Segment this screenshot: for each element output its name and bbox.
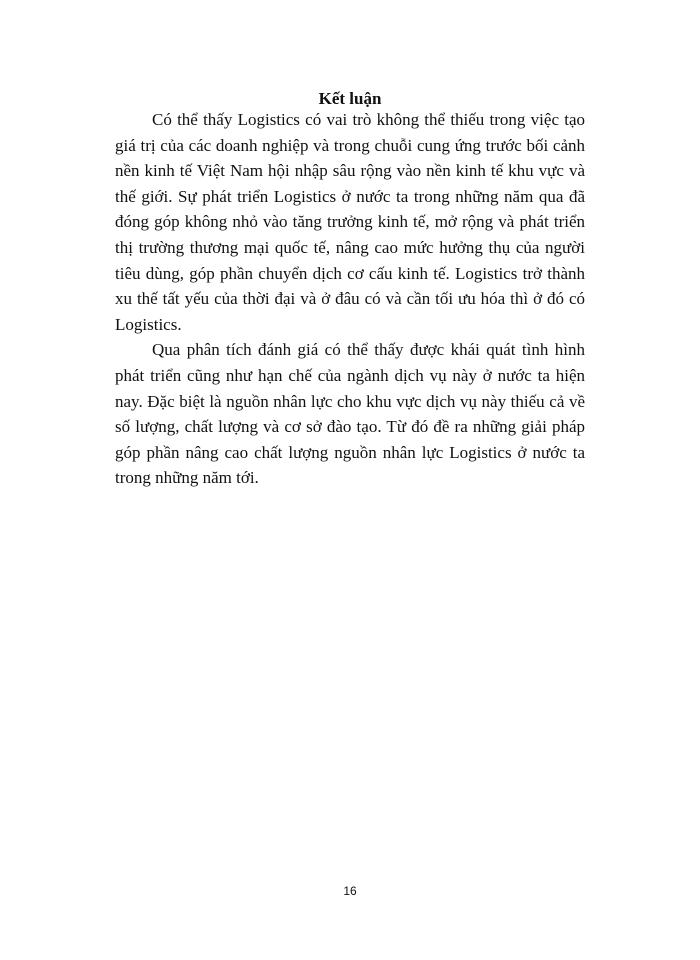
section-title: Kết luận <box>318 89 382 108</box>
page-number: 16 <box>343 884 357 898</box>
paragraph-1: Có thể thấy Logistics có vai trò không thể thiếu trong việc tạo giá trị của các doanh nghiệp và trong chuỗi cung ứng trước bối cảnh nền kinh tế Việt Nam hội nhập sâu rộng vào nền kinh tế khu vực và thế giới. Sự phát triển Logistics ở nước ta trong những năm qua đã đóng góp không nhỏ vào tăng trưởng kinh tế, mở rộng và phát triển thị trường thương mại quốc tế, nâng cao mức hưởng thụ của người tiêu dùng, góp phần chuyển dịch cơ cấu kinh tế. Logistics trở thành xu thế tất yếu của thời đại và ở đâu có và cần tối ưu hóa thì ở đó có Logistics. <box>115 110 585 334</box>
body-text <box>115 107 585 491</box>
paragraph-2: Qua phân tích đánh giá có thể thấy được khái quát tình hình phát triển cũng như hạn chế của ngành dịch vụ này ở nước ta hiện nay. Đặc biệt là nguồn nhân lực cho khu vực dịch vụ này thiếu cả về số lượng, chất lượng và cơ sở đào tạo. Từ đó đề ra những giải pháp góp phần nâng cao chất lượng nguồn nhân lực Logistics ở nước ta trong những năm tới. <box>115 340 585 488</box>
